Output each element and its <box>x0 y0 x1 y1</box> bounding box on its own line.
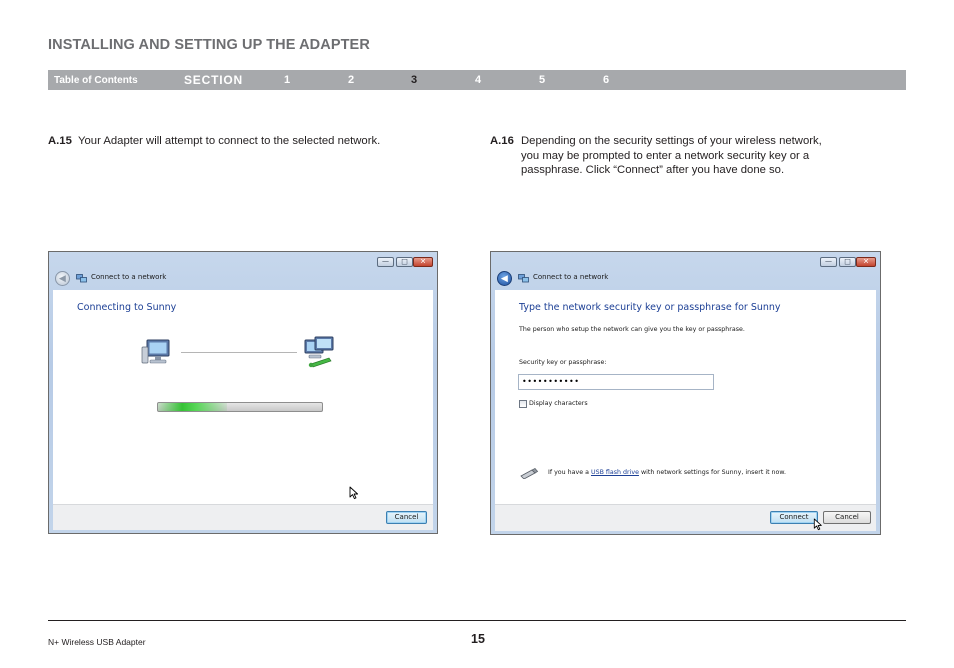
table-of-contents-link[interactable]: Table of Contents <box>54 75 138 86</box>
computer-icon <box>141 338 173 366</box>
page-title: INSTALLING AND SETTING UP THE ADAPTER <box>48 37 370 53</box>
progress-fill <box>158 403 227 411</box>
wizard-content <box>53 290 433 504</box>
back-arrow-icon: ◀ <box>58 273 66 284</box>
connect-button[interactable]: Connect <box>770 511 818 524</box>
window-title: Connect to a network <box>91 273 167 281</box>
section-link-2[interactable]: 2 <box>347 74 355 86</box>
security-key-window <box>490 251 881 535</box>
network-computers-icon <box>303 336 337 368</box>
close-icon: ✕ <box>420 257 426 266</box>
step-text-line: you may be prompted to enter a network security key or a <box>521 149 810 162</box>
connecting-heading: Connecting to Sunny <box>77 302 177 313</box>
connection-progress-bar <box>157 402 323 412</box>
section-nav-bar <box>48 70 906 90</box>
footer-divider <box>48 620 906 621</box>
page-number: 15 <box>471 632 485 646</box>
step-text-line: passphrase. Click “Connect” after you have done so. <box>521 164 785 176</box>
section-label: SECTION <box>184 73 243 87</box>
section-link-4[interactable]: 4 <box>474 74 482 86</box>
display-characters-label: Display characters <box>529 400 588 407</box>
minimize-button[interactable] <box>377 257 394 267</box>
security-key-label: Security key or passphrase: <box>519 359 607 366</box>
footer-product-name: N+ Wireless USB Adapter <box>48 637 146 647</box>
security-key-input[interactable]: ••••••••••• <box>518 374 714 390</box>
step-text-line: Depending on the security settings of your wireless network, <box>521 135 822 147</box>
cancel-button[interactable]: Cancel <box>386 511 427 524</box>
usb-hint-prefix: If you have a <box>548 469 589 476</box>
minimize-button[interactable] <box>820 257 837 267</box>
window-controls <box>377 257 433 268</box>
step-a16 <box>490 134 890 180</box>
connection-line <box>181 352 297 353</box>
maximize-button[interactable] <box>396 257 413 267</box>
close-button[interactable] <box>413 257 433 267</box>
wizard-content <box>495 290 876 504</box>
maximize-icon: □ <box>844 257 851 266</box>
section-link-1[interactable]: 1 <box>283 74 291 86</box>
wizard-footer <box>495 504 876 531</box>
step-text: Your Adapter will attempt to connect to the selected network. <box>78 135 381 147</box>
wizard-footer <box>53 504 433 530</box>
step-number: A.15 <box>48 135 72 147</box>
window-title: Connect to a network <box>533 273 609 281</box>
usb-flash-drive-link[interactable]: USB flash drive <box>590 469 639 476</box>
section-link-5[interactable]: 5 <box>538 74 546 86</box>
maximize-icon: □ <box>401 257 408 266</box>
connecting-window <box>48 251 438 534</box>
back-arrow-icon: ◀ <box>500 273 508 284</box>
back-button[interactable] <box>55 271 70 286</box>
close-icon: ✕ <box>863 257 869 266</box>
wizard-network-icon <box>518 274 529 283</box>
section-link-6[interactable]: 6 <box>602 74 610 86</box>
info-text: The person who setup the network can give you the key or passphrase. <box>519 326 745 333</box>
usb-drive-icon <box>519 467 539 479</box>
display-characters-checkbox[interactable] <box>519 400 527 408</box>
cancel-button[interactable]: Cancel <box>823 511 871 524</box>
step-number: A.16 <box>490 135 514 147</box>
step-text <box>521 134 822 178</box>
mouse-cursor-icon <box>349 486 359 500</box>
mouse-cursor-icon <box>813 518 823 531</box>
close-button[interactable] <box>856 257 876 267</box>
wizard-network-icon <box>76 274 87 283</box>
back-button[interactable] <box>497 271 512 286</box>
security-key-heading: Type the network security key or passphrase for Sunny <box>519 302 781 313</box>
minimize-icon: — <box>825 257 832 266</box>
maximize-button[interactable] <box>839 257 856 267</box>
section-link-3[interactable]: 3 <box>410 74 418 86</box>
step-a15 <box>48 134 448 150</box>
usb-hint <box>548 469 786 476</box>
window-controls <box>820 257 876 268</box>
usb-hint-suffix: with network settings for Sunny, insert it now. <box>640 469 786 476</box>
minimize-icon: — <box>382 257 389 266</box>
